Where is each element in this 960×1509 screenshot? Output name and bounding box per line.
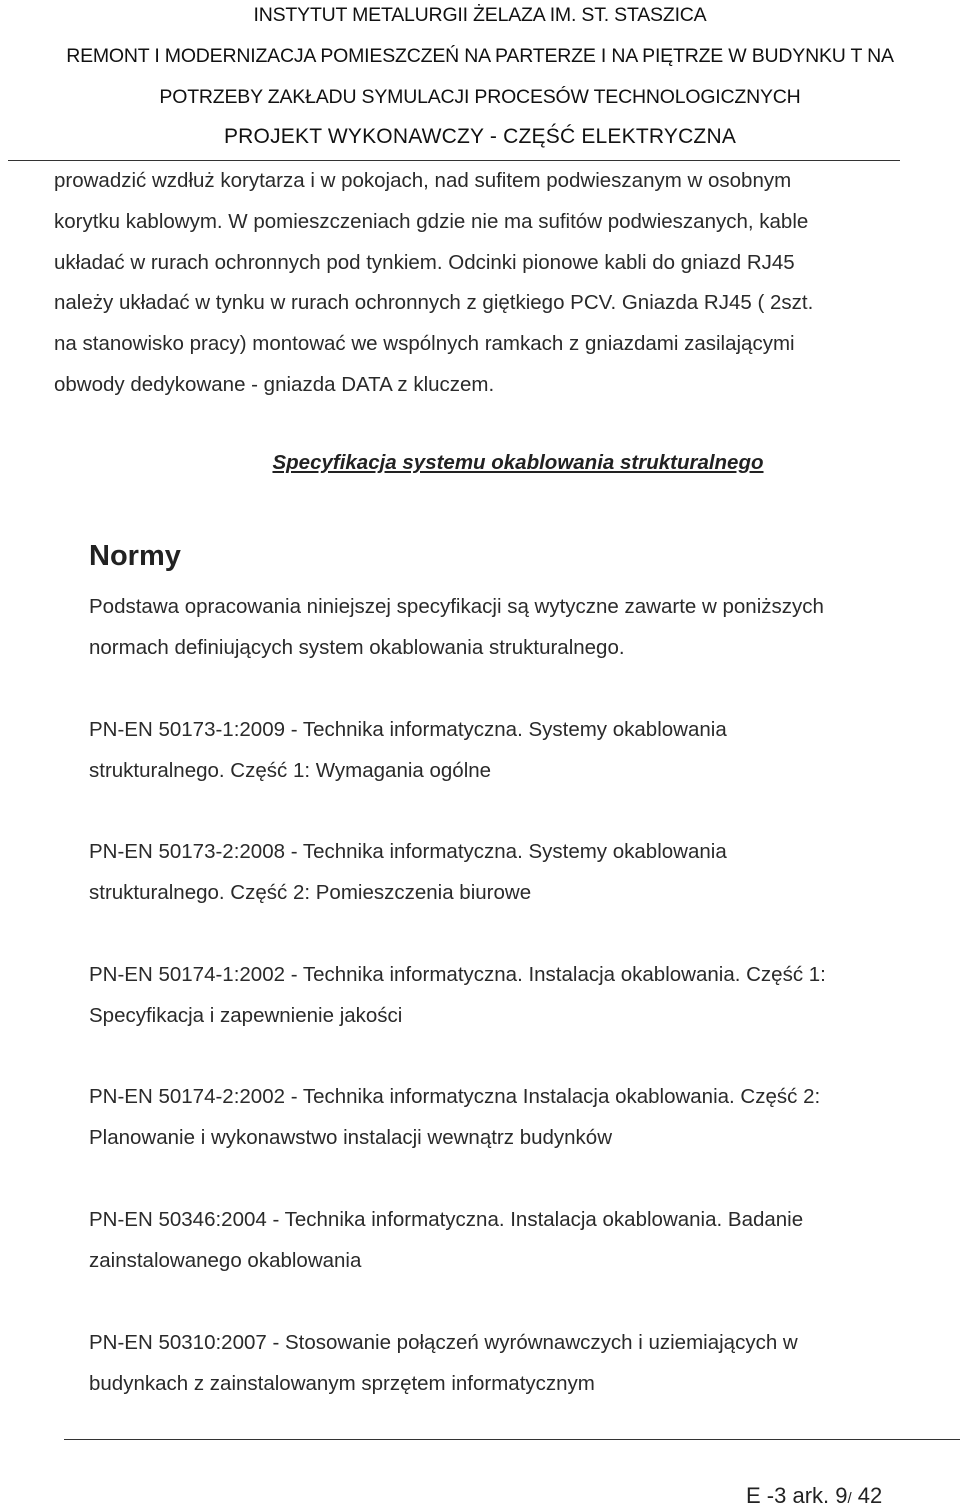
norm-line: strukturalnego. Część 2: Pomieszczenia biurowe <box>89 880 532 904</box>
norm-line: PN-EN 50346:2004 - Technika informatyczna. Instalacja okablowania. Badanie <box>89 1208 804 1231</box>
intro-line: należy układać w tynku w rurach ochronnych z giętkiego PCV. Gniazda RJ45 ( 2szt. <box>54 291 814 315</box>
header-institute: INSTYTUT METALURGII ŻELAZA IM. ST. STASZICA <box>253 4 707 26</box>
paragraph-line: Podstawa opracowania niniejszej specyfikacji są wytyczne zawarte w poniższych <box>89 595 824 618</box>
norm-item <box>89 710 949 792</box>
norm-line: PN-EN 50173-1:2009 - Technika informatyczna. Systemy okablowania <box>89 718 727 741</box>
norm-item <box>89 832 949 914</box>
footer-divider <box>64 1439 960 1440</box>
paragraph-line: normach definiujących system okablowania strukturalnego. <box>89 635 625 659</box>
norm-line: Specyfikacja i zapewnienie jakości <box>89 1003 403 1027</box>
norm-line: PN-EN 50174-1:2002 - Technika informatyczna. Instalacja okablowania. Część 1: <box>89 963 826 986</box>
intro-line: układać w rurach ochronnych pod tynkiem. Odcinki pionowe kabli do gniazd RJ45 <box>54 250 795 274</box>
norm-line: PN-EN 50310:2007 - Stosowanie połączeń wyrównawczych i uziemiających w <box>89 1331 798 1354</box>
norm-item <box>89 1323 949 1405</box>
norms-intro-paragraph <box>89 587 949 669</box>
intro-line: prowadzić wzdłuż korytarza i w pokojach, nad sufitem podwieszanym w osobnym <box>54 169 792 192</box>
intro-line: na stanowisko pracy) montować we wspólnych ramkach z gniazdami zasilającymi <box>54 332 795 356</box>
norm-item <box>89 1077 949 1159</box>
norm-line: PN-EN 50174-2:2002 - Technika informatyczna Instalacja okablowania. Część 2: <box>89 1085 821 1108</box>
norm-item <box>89 955 949 1037</box>
header-project-part: PROJEKT WYKONAWCZY - CZĘŚĆ ELEKTRYCZNA <box>223 125 737 148</box>
norm-line: budynkach z zainstalowanym sprzętem informatycznym <box>89 1371 595 1395</box>
norm-item <box>89 1200 949 1282</box>
header-project-title-line2: POTRZEBY ZAKŁADU SYMULACJI PROCESÓW TECHNOLOGICZNYCH <box>159 86 801 108</box>
section-heading-normy: Normy <box>89 540 181 572</box>
page-number-separator: / <box>847 1490 852 1507</box>
specification-title: Specyfikacja systemu okablowania strukturalnego <box>272 451 764 474</box>
header-project-title-line1: REMONT I MODERNIZACJA POMIESZCZEŃ NA PARTERZE I NA PIĘTRZE W BUDYNKU T NA <box>66 45 894 67</box>
intro-line: korytku kablowym. W pomieszczeniach gdzie nie ma sufitów podwieszanych, kable <box>54 209 809 233</box>
page-number <box>746 1483 882 1509</box>
page-number-total: 42 <box>851 1483 883 1508</box>
intro-line: obwody dedykowane - gniazda DATA z kluczem. <box>54 372 495 396</box>
intro-paragraph <box>54 161 934 406</box>
norm-line: PN-EN 50173-2:2008 - Technika informatyczna. Systemy okablowania <box>89 840 727 863</box>
norm-line: Planowanie i wykonawstwo instalacji wewnątrz budynków <box>89 1125 613 1149</box>
page-number-current: E -3 ark. 9 <box>746 1483 848 1508</box>
norm-line: strukturalnego. Część 1: Wymagania ogólne <box>89 758 492 782</box>
norm-line: zainstalowanego okablowania <box>89 1248 362 1272</box>
